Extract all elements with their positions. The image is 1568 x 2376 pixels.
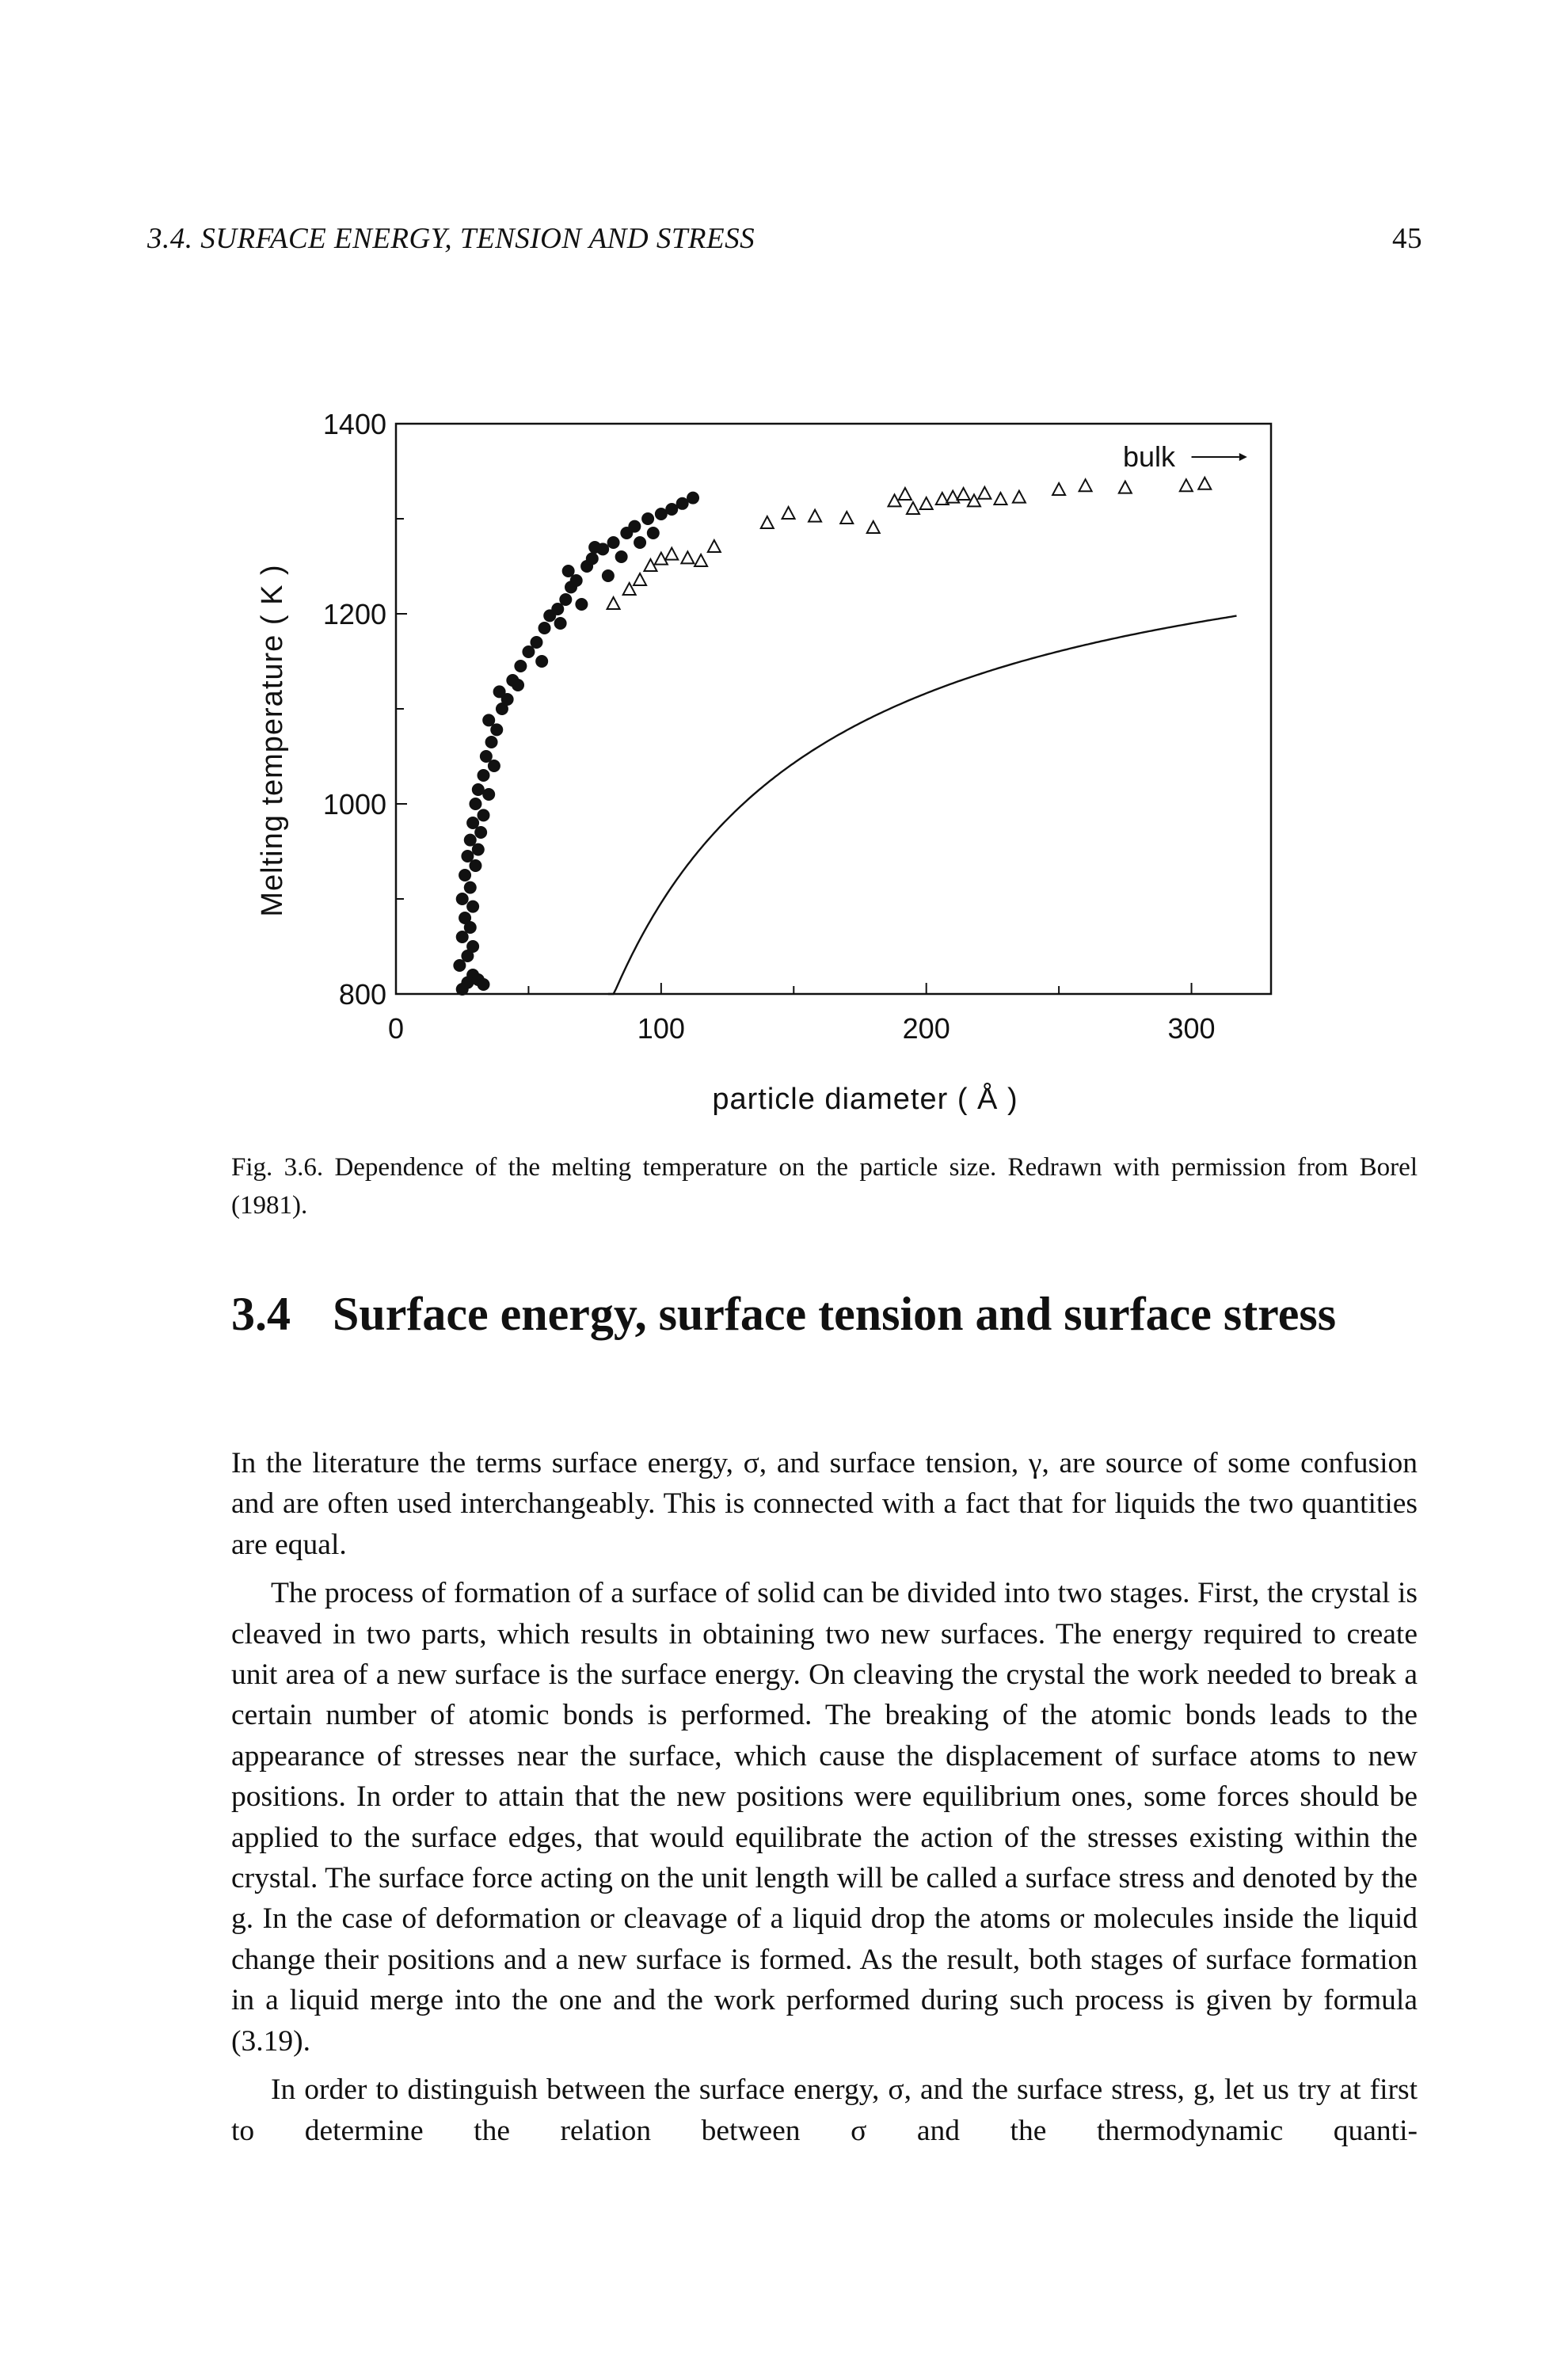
data-point-open-triangle [809, 510, 821, 522]
running-head-section: 3.4. SURFACE ENERGY, TENSION AND STRESS [147, 223, 755, 255]
data-point-filled-circle [478, 978, 490, 991]
data-point-filled-circle [539, 622, 551, 634]
data-point-open-triangle [1079, 479, 1092, 491]
data-point-open-triangle [634, 573, 646, 585]
body-text [231, 1443, 1418, 2159]
data-point-filled-circle [512, 679, 524, 691]
data-point-open-triangle [761, 516, 774, 528]
data-point-open-triangle [920, 497, 933, 509]
data-point-filled-circle [482, 714, 495, 726]
data-point-filled-circle [530, 636, 542, 649]
data-point-filled-circle [480, 750, 493, 763]
data-points [453, 478, 1211, 996]
data-point-open-triangle [1180, 479, 1193, 491]
data-point-filled-circle [602, 569, 615, 582]
data-point-open-triangle [1198, 478, 1211, 489]
axis-labels [256, 408, 1247, 1116]
data-point-open-triangle [681, 551, 694, 563]
data-point-open-triangle [994, 493, 1007, 505]
data-point-filled-circle [634, 536, 646, 549]
bulk-arrow-icon [1239, 453, 1247, 461]
data-point-filled-circle [641, 512, 654, 525]
data-point-filled-circle [575, 598, 588, 611]
bulk-annotation: bulk [1122, 440, 1175, 473]
paragraph: In the literature the terms surface energy, σ, and surface tension, γ, are source of some confusion and are often used interchangeably. This is connected with a fact that for liquids the two quantities are equal. [231, 1447, 1418, 1561]
x-tick-label: 200 [902, 1012, 950, 1045]
plot-border [396, 424, 1271, 994]
data-point-filled-circle [588, 541, 601, 554]
data-point-filled-circle [472, 783, 485, 796]
page-number: 45 [1392, 223, 1422, 255]
data-point-filled-circle [466, 901, 479, 913]
data-point-filled-circle [586, 552, 599, 565]
data-point-filled-circle [459, 912, 471, 924]
data-point-open-triangle [957, 488, 970, 500]
data-point-open-triangle [607, 597, 620, 609]
x-tick-label: 0 [387, 1012, 405, 1045]
data-point-filled-circle [514, 660, 527, 672]
model-curve-group [608, 616, 1237, 994]
paragraph: The process of formation of a surface of solid can be divided into two stages. First, the crystal is cleaved in two parts, which results in obtaining two new surfaces. The energy required to create unit area of a new surface is the surface energy. On cleaving the crystal the work needed to break a certain number of atomic bonds is performed. The breaking of the atomic bonds leads to the appearance of stresses near the surface, which cause the displacement of surface atoms to new positions. In order to attain that the new positions were equilibrium ones, some forces should be applied to the surface edges, that would equilibrate the action of the stresses existing within the crystal. The surface force acting on the unit length will be called a surface stress and denoted by the g. In the case of deformation or cleavage of a liquid drop the atoms or molecules inside the liquid change their positions and a new surface is formed. As the result, both stages of surface formation in a liquid merge into the one and the work performed during such process is given by formula (3.19). [231, 1577, 1418, 2058]
data-point-filled-circle [535, 655, 548, 668]
data-point-filled-circle [628, 520, 641, 533]
data-point-open-triangle [946, 491, 959, 503]
y-tick-label: 1000 [322, 788, 386, 821]
data-point-filled-circle [607, 536, 620, 549]
data-point-open-triangle [782, 507, 795, 519]
axis-ticks [396, 424, 1192, 994]
paragraph: In order to distinguish between the surface energy, σ, and the surface stress, g, let us try at first to determine the relation between σ and the thermodynamic quanti- [231, 2073, 1418, 2147]
data-point-open-triangle [867, 521, 880, 533]
data-point-filled-circle [554, 617, 567, 630]
data-point-filled-circle [687, 492, 699, 505]
data-point-filled-circle [562, 565, 575, 577]
y-tick-label: 800 [338, 978, 386, 1011]
data-point-filled-circle [478, 769, 490, 782]
section-title: Surface energy, surface tension and surface stress [333, 1288, 1337, 1340]
x-tick-label: 100 [637, 1012, 685, 1045]
figure-caption: Fig. 3.6. Dependence of the melting temperature on the particle size. Redrawn with permission from Borel (1981). [231, 1153, 1418, 1220]
data-point-open-triangle [695, 554, 707, 566]
data-point-open-triangle [665, 548, 678, 560]
x-tick-label: 300 [1167, 1012, 1216, 1045]
data-point-filled-circle [466, 817, 479, 829]
data-point-open-triangle [899, 488, 911, 500]
data-point-filled-circle [461, 850, 474, 862]
data-point-open-triangle [978, 487, 991, 499]
data-point-filled-circle [478, 809, 490, 821]
data-point-filled-circle [469, 798, 481, 810]
y-tick-label: 1400 [322, 408, 386, 440]
data-point-filled-circle [466, 940, 479, 953]
melting-temperature-chart [0, 0, 1568, 1125]
data-point-open-triangle [1052, 483, 1065, 495]
data-point-filled-circle [559, 593, 572, 606]
plot-frame [396, 424, 1271, 994]
data-point-filled-circle [485, 736, 498, 748]
data-point-filled-circle [493, 685, 506, 698]
y-tick-label: 1200 [322, 598, 386, 630]
data-point-open-triangle [1119, 482, 1132, 493]
data-point-open-triangle [840, 512, 853, 524]
data-point-filled-circle [464, 834, 477, 847]
data-point-open-triangle [907, 502, 919, 514]
data-point-open-triangle [1013, 491, 1026, 503]
data-point-filled-circle [464, 881, 477, 894]
section-number: 3.4 [231, 1288, 291, 1340]
data-point-filled-circle [615, 550, 628, 563]
data-point-open-triangle [708, 540, 721, 552]
data-point-filled-circle [456, 893, 469, 905]
model-curve [608, 616, 1237, 994]
x-axis-label: particle diameter ( Å ) [712, 1083, 1018, 1116]
data-point-filled-circle [459, 869, 471, 881]
data-point-filled-circle [647, 527, 660, 539]
y-axis-label: Melting temperature ( K ) [256, 564, 289, 917]
